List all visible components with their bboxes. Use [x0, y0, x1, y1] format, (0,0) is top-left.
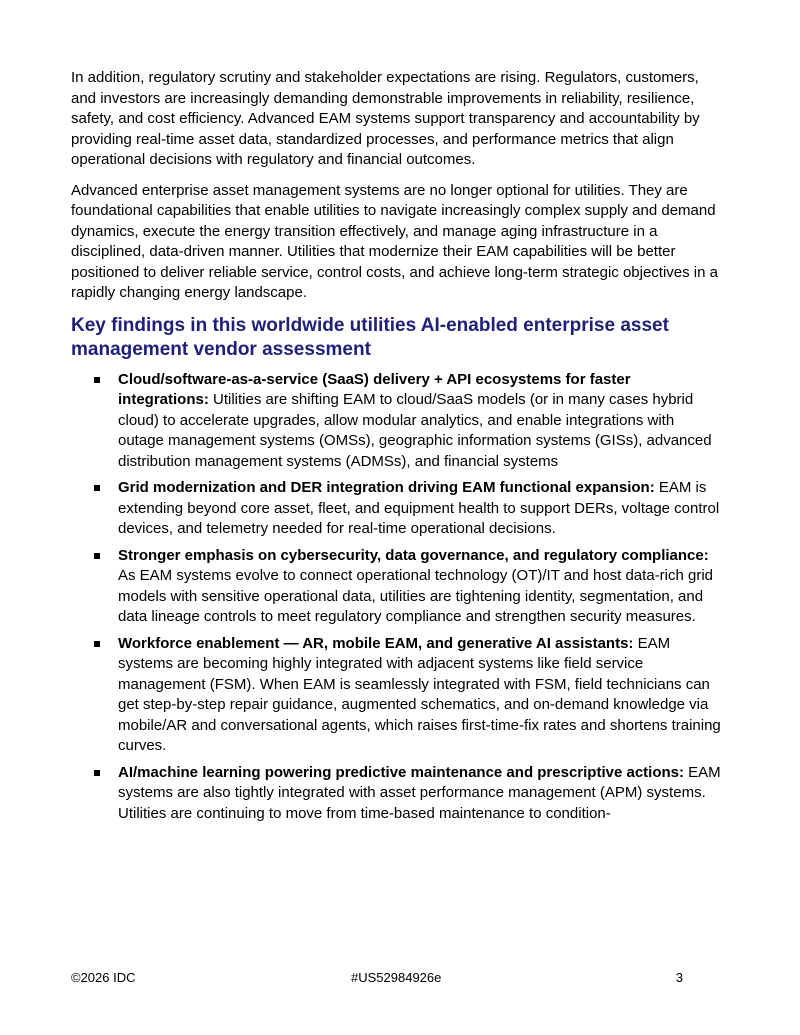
square-bullet-icon [94, 553, 100, 559]
list-item [118, 763, 721, 825]
finding-lead: Cloud/software-as-a-service (SaaS) delivery + API ecosystems for faster integrations: [118, 370, 631, 408]
footer-copyright: ©2026 IDC [71, 970, 136, 985]
document-body [71, 68, 721, 830]
finding-body: Utilities are shifting EAM to cloud/SaaS models (or in many cases hybrid cloud) to accelerate upgrades, allow modular analytics, and enable integrations with outage management systems (OMSs), geographic information systems (GISs), advanced distribution management systems (ADMSs), and financial systems [118, 391, 712, 470]
finding-body: As EAM systems evolve to connect operational technology (OT)/IT and host data-rich grid models with sensitive operational data, utilities are tightening identity, segmentation, and data lineage controls to meet regulatory compliance and strengthen security measures. [118, 567, 714, 625]
square-bullet-icon [94, 770, 100, 776]
finding-body: EAM is extending beyond core asset, fleet, and equipment health to support DERs, voltage control devices, and telemetry needed for real-time operational decisions. [118, 479, 720, 537]
finding-lead: Grid modernization and DER integration driving EAM functional expansion: [118, 479, 655, 496]
finding-lead: AI/machine learning powering predictive maintenance and prescriptive actions: [118, 763, 684, 781]
finding-lead: Stronger emphasis on cybersecurity, data governance, and regulatory compliance: [118, 546, 709, 564]
paragraph-eam-foundational: Advanced enterprise asset management systems are no longer optional for utilities. They are foundational capabilities that enable utilities to navigate increasingly complex supply and demand dynamics, execute the energy transition effectively, and manage aging infrastructure in a disciplined, data-driven manner. Utilities that modernize their EAM capabilities will be better positioned to deliver reliable service, control costs, and achieve long-term strategic objectives in a rapidly changing energy landscape. [71, 181, 718, 301]
square-bullet-icon [94, 641, 100, 647]
list-item [118, 478, 721, 540]
square-bullet-icon [94, 485, 100, 491]
list-item [118, 370, 721, 473]
footer-page-number: 3 [675, 970, 683, 985]
section-heading: Key findings in this worldwide utilities AI-enabled enterprise asset management vendor assessment [71, 314, 669, 360]
list-item [118, 546, 721, 628]
finding-body: EAM systems are becoming highly integrated with adjacent systems like field service management (FSM). When EAM is seamlessly integrated with FSM, field technicians can get step-by-step repair guidance, augmented schematics, and on-demand knowledge via mobile/AR and conversational agents, which raises first-time-fix rates and shortens training curves. [118, 634, 721, 754]
finding-lead: Workforce enablement — AR, mobile EAM, and generative AI assistants: [118, 634, 634, 652]
footer-document-id: #US52984926e [351, 970, 442, 985]
list-item [118, 634, 721, 757]
square-bullet-icon [94, 377, 100, 383]
paragraph-regulatory: In addition, regulatory scrutiny and stakeholder expectations are rising. Regulators, customers, and investors are increasingly demanding demonstrable improvements in reliability, resilience, safety, and cost efficiency. Advanced EAM systems support transparency and accountability by providing real-time asset data, standardized processes, and performance metrics that align operational decisions with regulatory and financial outcomes. [71, 69, 700, 168]
page-footer [71, 968, 683, 988]
finding-body: EAM systems are also tightly integrated with asset performance management (APM) systems. Utilities are continuing to move from time-based maintenance to condition- [118, 763, 721, 822]
key-findings-list [71, 370, 721, 825]
